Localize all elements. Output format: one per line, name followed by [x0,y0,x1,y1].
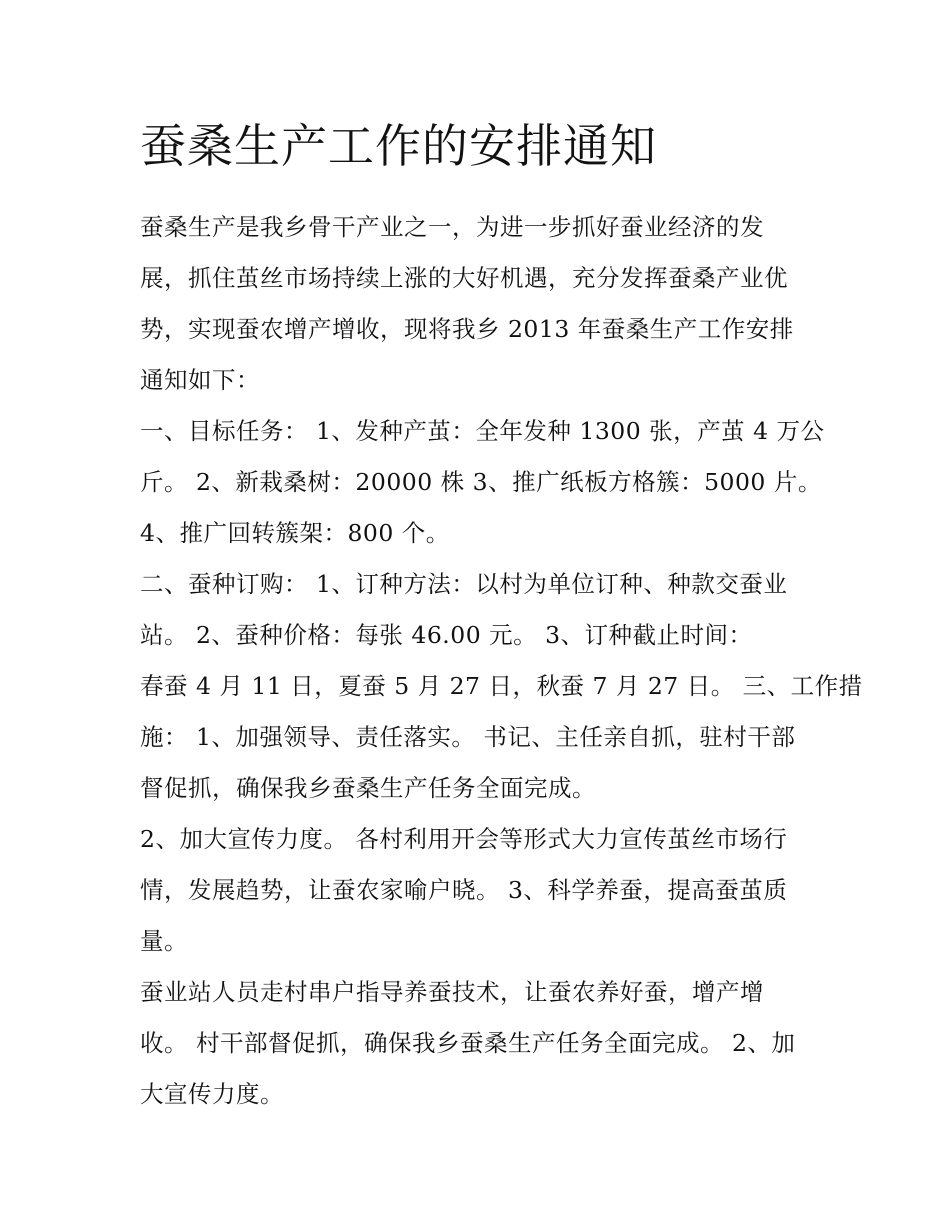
body-line: 施： 1、加强领导、责任落实。 书记、主任亲自抓，驻村干部 [140,723,796,751]
document-title: 蚕桑生产工作的安排通知 [140,119,657,173]
body-line: 情，发展趋势，让蚕农家喻户晓。 3、科学养蚕，提高蚕茧质 [140,876,788,904]
body-line: 大宣传力度。 [140,1080,284,1108]
body-line: 通知如下： [140,366,260,394]
document-page [140,110,863,1120]
body-line: 收。 村干部督促抓，确保我乡蚕桑生产任务全面完成。 2、加 [140,1029,796,1057]
body-line: 势，实现蚕农增产增收，现将我乡 2013 年蚕桑生产工作安排 [140,315,794,343]
body-line: 督促抓，确保我乡蚕桑生产任务全面完成。 [140,774,596,802]
body-line: 站。 2、蚕种价格：每张 46.00 元。 3、订种截止时间： [140,621,753,649]
body-line: 2、加大宣传力度。 各村利用开会等形式大力宣传茧丝市场行 [140,825,788,853]
body-line: 春蚕 4 月 11 日，夏蚕 5 月 27 日，秋蚕 7 月 27 日。 三、工作措 [140,672,863,700]
body-line: 一、目标任务： 1、发种产茧：全年发种 1300 张，产茧 4 万公 [140,417,825,445]
body-line: 二、蚕种订购： 1、订种方法：以村为单位订种、种款交蚕业 [140,570,788,598]
body-line: 斤。 2、新栽桑树：20000 株 3、推广纸板方格簇：5000 片。 [140,468,822,496]
body-line: 蚕桑生产是我乡骨干产业之一，为进一步抓好蚕业经济的发 [140,213,764,241]
document-body [140,202,863,1120]
body-line: 展，抓住茧丝市场持续上涨的大好机遇，充分发挥蚕桑产业优 [140,264,788,292]
body-line: 4、推广回转簇架：800 个。 [140,519,450,547]
body-line: 蚕业站人员走村串户指导养蚕技术，让蚕农养好蚕，增产增 [140,978,764,1006]
body-line: 量。 [140,927,188,955]
